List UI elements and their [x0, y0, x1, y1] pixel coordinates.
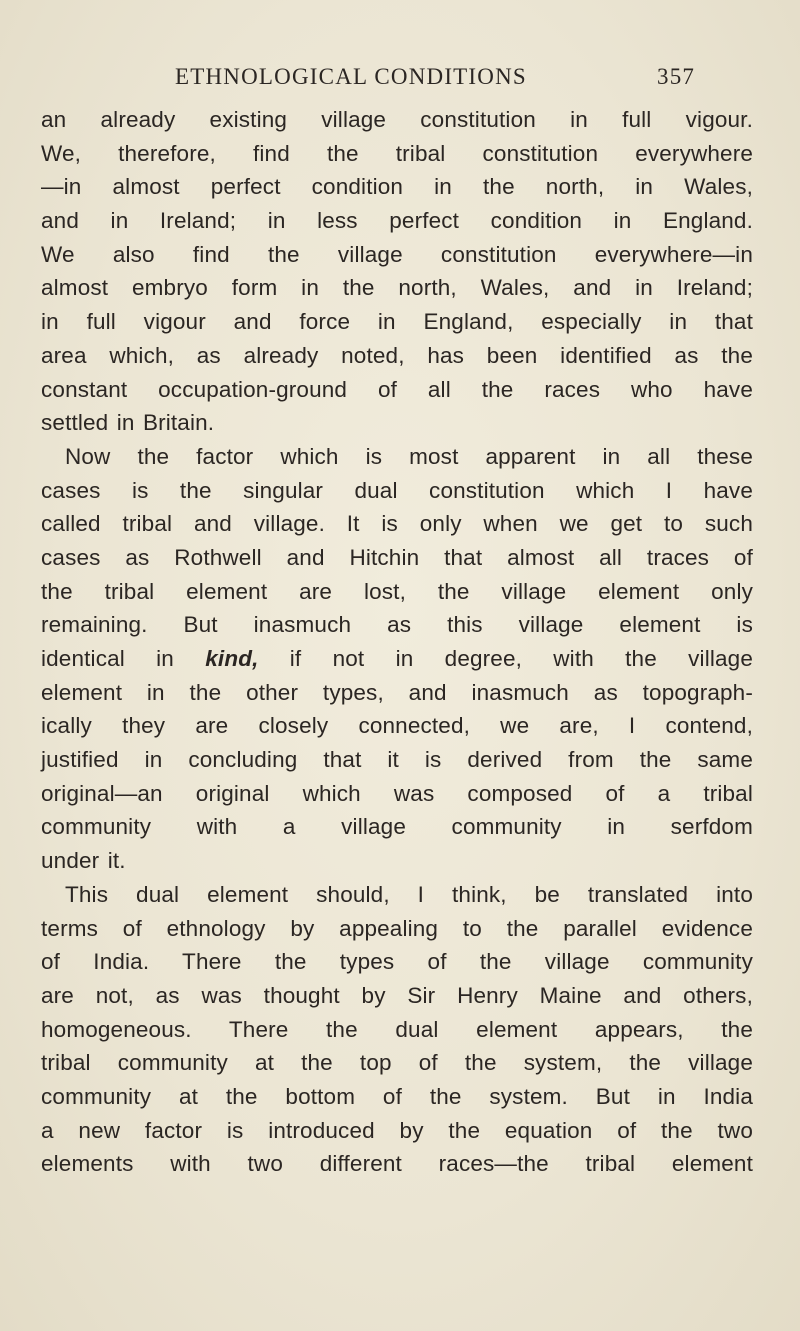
text-line: community at the bottom of the system. But in India — [41, 1083, 753, 1109]
text-line: community with a village community in serfdom — [41, 814, 753, 840]
text-line: homogeneous. There the dual element appears, the — [41, 1016, 753, 1042]
text-line: the tribal element are lost, the village element only — [41, 578, 753, 604]
italic-word: kind, — [205, 646, 259, 671]
text-line: settled in Britain. — [41, 410, 215, 436]
text-line: We, therefore, find the tribal constitution everywhere — [41, 140, 753, 166]
page-number: 357 — [657, 64, 696, 89]
text-line: a new factor is introduced by the equation of the two — [41, 1117, 753, 1143]
text-line — [41, 642, 753, 676]
text-line: original—an original which was composed of a tribal — [41, 780, 753, 806]
text-segment: identical in — [41, 646, 174, 671]
text-line: in full vigour and force in England, especially in that — [41, 309, 753, 335]
text-line: and in Ireland; in less perfect condition in England. — [41, 208, 753, 234]
text-line: terms of ethnology by appealing to the parallel evidence — [41, 915, 753, 941]
text-line: called tribal and village. It is only when we get to such — [41, 511, 753, 537]
text-line: ically they are closely connected, we are, I contend, — [41, 713, 753, 739]
text-line: are not, as was thought by Sir Henry Maine and others, — [41, 982, 753, 1008]
text-segment: if not in degree, with the village — [289, 646, 753, 671]
text-line: remaining. But inasmuch as this village element is — [41, 612, 753, 638]
text-line: Now the factor which is most apparent in all these — [65, 443, 753, 469]
text-line: cases as Rothwell and Hitchin that almost all traces of — [41, 544, 753, 570]
text-line: an already existing village constitution in full vigour. — [41, 107, 753, 132]
text-line: area which, as already noted, has been identified as the — [41, 342, 753, 368]
running-title: ETHNOLOGICAL CONDITIONS — [175, 64, 527, 89]
text-line: element in the other types, and inasmuch as topograph- — [41, 679, 753, 705]
text-line: almost embryo form in the north, Wales, and in Ireland; — [41, 275, 753, 301]
text-line: elements with two different races—the tribal element — [41, 1151, 753, 1177]
text-line: constant occupation-ground of all the races who have — [41, 376, 753, 402]
text-line: This dual element should, I think, be translated into — [65, 881, 753, 907]
body-text — [41, 103, 753, 1181]
text-line: We also find the village constitution everywhere—in — [41, 241, 753, 267]
text-line: justified in concluding that it is derived from the same — [41, 747, 753, 773]
text-line: under it. — [41, 848, 126, 874]
text-line: of India. There the types of the village community — [41, 949, 753, 975]
text-line: —in almost perfect condition in the north, in Wales, — [41, 174, 753, 200]
text-line: tribal community at the top of the system, the village — [41, 1050, 753, 1076]
running-head — [0, 64, 800, 98]
text-line: cases is the singular dual constitution which I have — [41, 477, 753, 503]
